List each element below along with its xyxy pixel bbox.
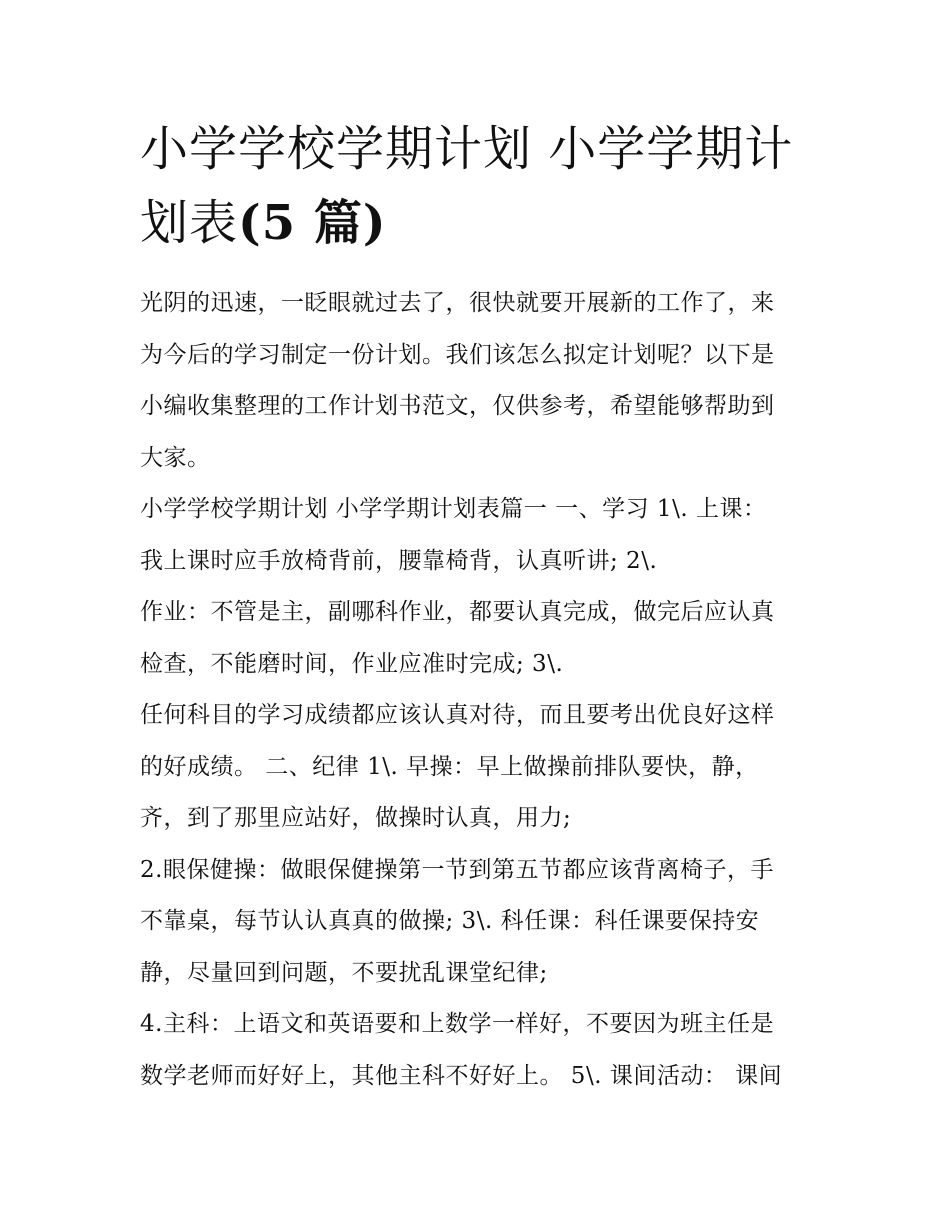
body-line: 不靠桌，每节认认真真的做操; 3\. 科任课：科任课要保持安 — [140, 908, 760, 934]
title-line-1: 小学学校学期计划 小学学期计 — [140, 121, 794, 177]
body-line: 的好成绩。 二、纪律 1\. 早操：早上做操前排队要快，静， — [140, 753, 759, 780]
document-title — [140, 112, 820, 260]
body-line: 小学学校学期计划 小学学期计划表篇一 一、学习 1\. 上课： — [140, 496, 767, 522]
body-line: 光阴的迅速，一眨眼就过去了，很快就要开展新的工作了，来 — [140, 290, 775, 316]
body-line: 小编收集整理的工作计划书范文，仅供参考，希望能够帮助到 — [140, 393, 775, 419]
body-line: 我上课时应手放椅背前，腰靠椅背，认真听讲; 2\. — [140, 547, 658, 574]
body-line: 任何科目的学习成绩都应该认真对待，而且要考出优良好这样 — [140, 702, 775, 728]
document-body — [140, 278, 820, 1102]
body-line: 齐，到了那里应站好，做操时认真，用力; — [140, 805, 572, 831]
body-line: 作业：不管是主，副哪科作业，都要认真完成，做完后应认真 — [140, 599, 775, 625]
body-line: 检查，不能磨时间，作业应准时完成; 3\. — [140, 650, 564, 677]
body-line: 4.主科：上语文和英语要和上数学一样好，不要因为班主任是 — [140, 1011, 774, 1037]
body-line: 静，尽量回到问题，不要扰乱课堂纪律; — [140, 959, 548, 986]
title-line-2-count: (5 篇) — [238, 195, 387, 251]
body-line: 大家。 — [140, 444, 211, 471]
title-line-2-text: 划表 — [140, 195, 239, 251]
body-line: 2.眼保健操：做眼保健操第一节到第五节都应该背离椅子，手 — [140, 856, 774, 883]
body-line: 数学老师而好好上，其他主科不好好上。 5\. 课间活动： 课间 — [140, 1062, 783, 1089]
body-line: 为今后的学习制定一份计划。我们该怎么拟定计划呢？以下是 — [140, 341, 775, 368]
